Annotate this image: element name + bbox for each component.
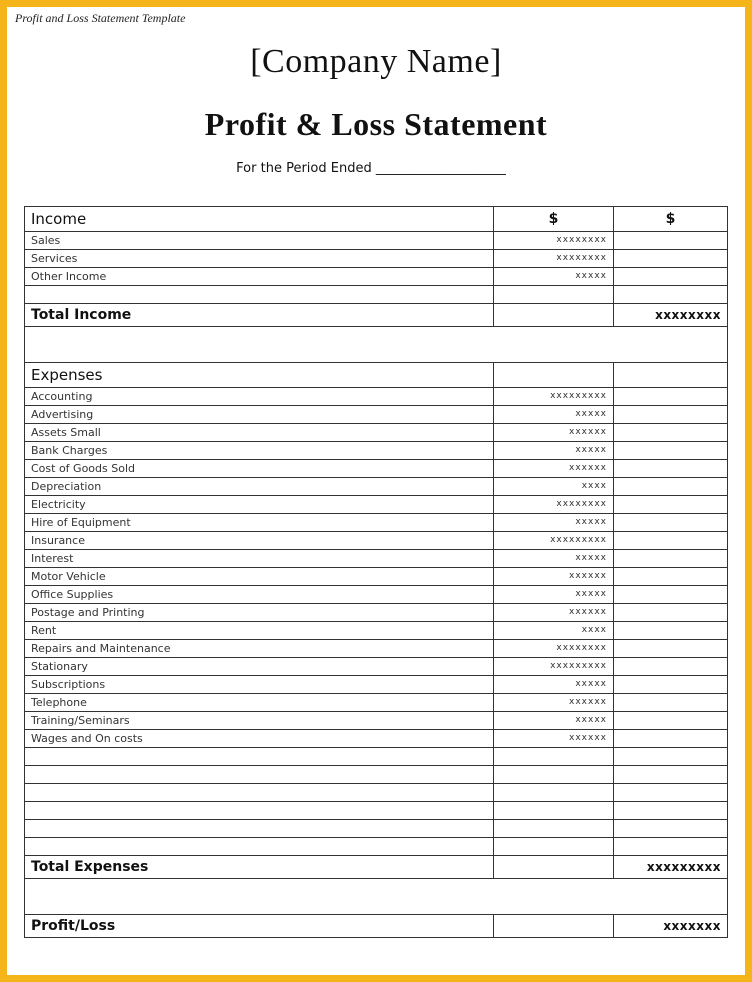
empty-cell [614, 514, 728, 532]
line-item-amount: xxxx [494, 622, 614, 640]
empty-cell [25, 286, 494, 304]
table-row [25, 586, 728, 604]
table-row [25, 676, 728, 694]
empty-cell [614, 478, 728, 496]
table-row [25, 712, 728, 730]
empty-cell [494, 820, 614, 838]
empty-cell [614, 748, 728, 766]
table-row [25, 604, 728, 622]
empty-cell [494, 915, 614, 938]
empty-cell [614, 388, 728, 406]
empty-cell [614, 658, 728, 676]
line-item-label: Subscriptions [25, 676, 494, 694]
line-item-label: Assets Small [25, 424, 494, 442]
income-heading: Income [25, 207, 494, 232]
empty-cell [614, 268, 728, 286]
empty-cell [25, 327, 728, 363]
empty-cell [614, 622, 728, 640]
empty-cell [494, 838, 614, 856]
table-row [25, 514, 728, 532]
line-item-label: Electricity [25, 496, 494, 514]
line-item-label: Stationary [25, 658, 494, 676]
empty-cell [614, 496, 728, 514]
line-item-label: Bank Charges [25, 442, 494, 460]
line-item-amount: xxxxxx [494, 568, 614, 586]
line-item-label: Cost of Goods Sold [25, 460, 494, 478]
line-item-amount: xxxxx [494, 586, 614, 604]
template-title: Profit and Loss Statement Template [15, 11, 186, 25]
table-row [25, 766, 728, 784]
empty-cell [494, 784, 614, 802]
line-item-amount: xxxxxxxxx [494, 532, 614, 550]
table-row [25, 442, 728, 460]
empty-cell [614, 424, 728, 442]
line-item-label: Motor Vehicle [25, 568, 494, 586]
line-item-amount: xxxxxx [494, 694, 614, 712]
table-row [25, 268, 728, 286]
line-item-label: Hire of Equipment [25, 514, 494, 532]
line-item-label: Sales [25, 232, 494, 250]
line-item-amount: xxxxxx [494, 730, 614, 748]
line-item-label: Repairs and Maintenance [25, 640, 494, 658]
empty-cell [25, 802, 494, 820]
line-item-label: Insurance [25, 532, 494, 550]
table-row [25, 550, 728, 568]
expenses-heading: Expenses [25, 363, 494, 388]
line-item-amount: xxxxx [494, 676, 614, 694]
empty-cell [25, 784, 494, 802]
line-item-amount: xxxxx [494, 550, 614, 568]
income-header-row [25, 207, 728, 232]
line-item-amount: xxxxxxxxx [494, 658, 614, 676]
total-income-row [25, 304, 728, 327]
line-item-amount: xxxx [494, 478, 614, 496]
total-income-label: Total Income [25, 304, 494, 327]
table-row [25, 658, 728, 676]
table-row [25, 622, 728, 640]
table-row [25, 784, 728, 802]
table-row [25, 568, 728, 586]
profit-loss-label: Profit/Loss [25, 915, 494, 938]
line-item-amount: xxxxxx [494, 604, 614, 622]
table-row [25, 460, 728, 478]
empty-cell [614, 460, 728, 478]
table-row [25, 388, 728, 406]
currency-header-1: $ [494, 207, 614, 232]
table-row [25, 694, 728, 712]
total-expenses-label: Total Expenses [25, 856, 494, 879]
table-row [25, 838, 728, 856]
profit-loss-value: xxxxxxx [614, 915, 728, 938]
line-item-amount: xxxxxx [494, 424, 614, 442]
empty-cell [494, 363, 614, 388]
empty-cell [614, 406, 728, 424]
total-expenses-row [25, 856, 728, 879]
currency-header-2: $ [614, 207, 728, 232]
empty-cell [614, 784, 728, 802]
expenses-header-row [25, 363, 728, 388]
empty-cell [614, 766, 728, 784]
table-row [25, 730, 728, 748]
table-row [25, 496, 728, 514]
empty-cell [494, 856, 614, 879]
table-row [25, 424, 728, 442]
empty-cell [614, 286, 728, 304]
empty-cell [25, 838, 494, 856]
table-row [25, 406, 728, 424]
table-row [25, 286, 728, 304]
empty-cell [614, 532, 728, 550]
empty-cell [494, 748, 614, 766]
line-item-label: Other Income [25, 268, 494, 286]
line-item-amount: xxxxx [494, 712, 614, 730]
line-item-amount: xxxxxx [494, 460, 614, 478]
company-name: [Company Name] [250, 43, 502, 80]
line-item-amount: xxxxxxxxx [494, 388, 614, 406]
profit-loss-row [25, 915, 728, 938]
table-row [25, 532, 728, 550]
line-item-label: Training/Seminars [25, 712, 494, 730]
line-item-label: Wages and On costs [25, 730, 494, 748]
line-item-label: Office Supplies [25, 586, 494, 604]
empty-cell [614, 604, 728, 622]
statement-title: Profit & Loss Statement [204, 106, 548, 142]
line-item-label: Advertising [25, 406, 494, 424]
empty-cell [614, 232, 728, 250]
line-item-label: Rent [25, 622, 494, 640]
line-item-amount: xxxxx [494, 442, 614, 460]
empty-cell [494, 766, 614, 784]
line-item-amount: xxxxx [494, 406, 614, 424]
empty-cell [494, 802, 614, 820]
line-item-amount: xxxxxxxx [494, 640, 614, 658]
line-item-amount: xxxxxxxx [494, 250, 614, 268]
empty-cell [614, 568, 728, 586]
line-item-label: Interest [25, 550, 494, 568]
line-item-amount: xxxxx [494, 268, 614, 286]
empty-cell [614, 250, 728, 268]
empty-cell [614, 442, 728, 460]
total-expenses-value: xxxxxxxxx [614, 856, 728, 879]
empty-cell [614, 802, 728, 820]
table-row [25, 802, 728, 820]
empty-cell [614, 820, 728, 838]
profit-loss-table [24, 206, 728, 938]
table-row [25, 748, 728, 766]
empty-cell [614, 550, 728, 568]
empty-cell [25, 748, 494, 766]
empty-cell [614, 838, 728, 856]
line-item-amount: xxxxx [494, 514, 614, 532]
line-item-label: Telephone [25, 694, 494, 712]
period-label: For the Period Ended ____________________ [236, 161, 506, 176]
line-item-label: Depreciation [25, 478, 494, 496]
line-item-label: Services [25, 250, 494, 268]
spacer-row [25, 879, 728, 915]
empty-cell [614, 676, 728, 694]
table-row [25, 478, 728, 496]
table-row [25, 640, 728, 658]
empty-cell [614, 694, 728, 712]
empty-cell [25, 820, 494, 838]
empty-cell [25, 766, 494, 784]
document-page [7, 7, 745, 975]
empty-cell [494, 304, 614, 327]
empty-cell [614, 730, 728, 748]
empty-cell [614, 586, 728, 604]
line-item-label: Postage and Printing [25, 604, 494, 622]
empty-cell [614, 712, 728, 730]
total-income-value: xxxxxxxx [614, 304, 728, 327]
line-item-label: Accounting [25, 388, 494, 406]
spacer-row [25, 327, 728, 363]
table-row [25, 250, 728, 268]
line-item-amount: xxxxxxxx [494, 496, 614, 514]
empty-cell [494, 286, 614, 304]
empty-cell [614, 363, 728, 388]
table-row [25, 820, 728, 838]
empty-cell [25, 879, 728, 915]
line-item-amount: xxxxxxxx [494, 232, 614, 250]
table-row [25, 232, 728, 250]
empty-cell [614, 640, 728, 658]
